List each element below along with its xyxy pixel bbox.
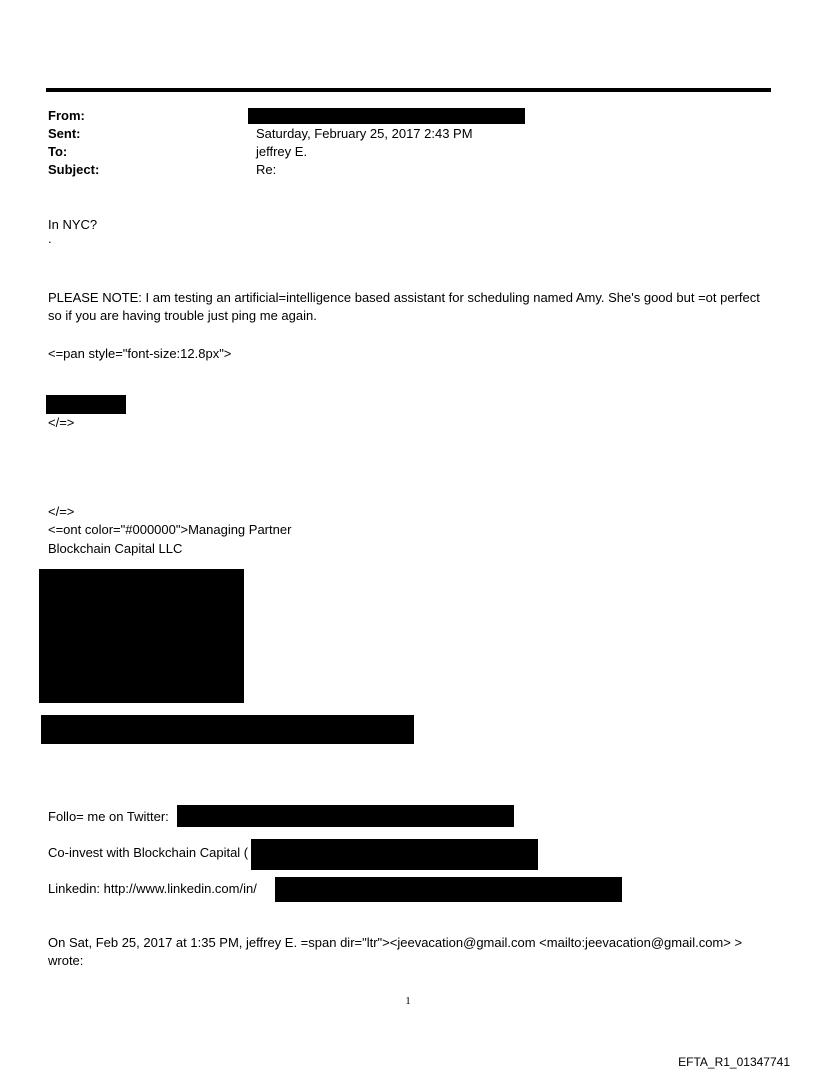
to-label: To: bbox=[48, 144, 68, 159]
subject-value: Re: bbox=[256, 162, 277, 177]
page-number: 1 bbox=[405, 995, 411, 1007]
redaction-linkedin bbox=[275, 877, 622, 902]
redaction-coinvest bbox=[251, 839, 538, 870]
twitter-line: Follo= me on Twitter: bbox=[48, 809, 169, 824]
coinvest-line: Co-invest with Blockchain Capital ( bbox=[48, 845, 249, 860]
close-tag-line-1: </=> bbox=[48, 415, 75, 430]
sent-label: Sent: bbox=[48, 126, 81, 141]
redaction-name bbox=[46, 395, 126, 414]
redaction-twitter bbox=[177, 805, 514, 827]
managing-partner-line: <=ont color="#000000">Managing Partner bbox=[48, 522, 292, 537]
header-rule bbox=[46, 88, 771, 92]
subject-label: Subject: bbox=[48, 162, 100, 177]
to-value: jeffrey E. bbox=[256, 144, 308, 159]
please-note-paragraph: PLEASE NOTE: I am testing an artificial=intelligence based assistant for scheduling named Amy. She's good but =ot perfect so if you are having trouble just ping me again. bbox=[48, 290, 760, 323]
body-line-in-nyc: In NYC? bbox=[48, 217, 98, 232]
body-line-dot: . bbox=[48, 231, 52, 246]
close-tag-line-2: </=> bbox=[48, 504, 75, 519]
quote-header-paragraph: On Sat, Feb 25, 2017 at 1:35 PM, jeffrey E. =span dir="ltr"><jeevacation@gmail.com <mailto:jeevacation@gmail.com> > wrote: bbox=[48, 935, 743, 968]
pan-style-line: <=pan style="font-size:12.8px"> bbox=[48, 346, 232, 361]
redaction-signature-block bbox=[39, 569, 244, 703]
sent-value: Saturday, February 25, 2017 2:43 PM bbox=[256, 126, 473, 141]
redaction-signature-line bbox=[41, 715, 414, 744]
redaction-from-value bbox=[248, 108, 525, 124]
linkedin-line: Linkedin: http://www.linkedin.com/in/ bbox=[48, 881, 257, 896]
document-id: EFTA_R1_01347741 bbox=[678, 1055, 790, 1069]
from-label: From: bbox=[48, 108, 85, 123]
company-line: Blockchain Capital LLC bbox=[48, 541, 183, 556]
